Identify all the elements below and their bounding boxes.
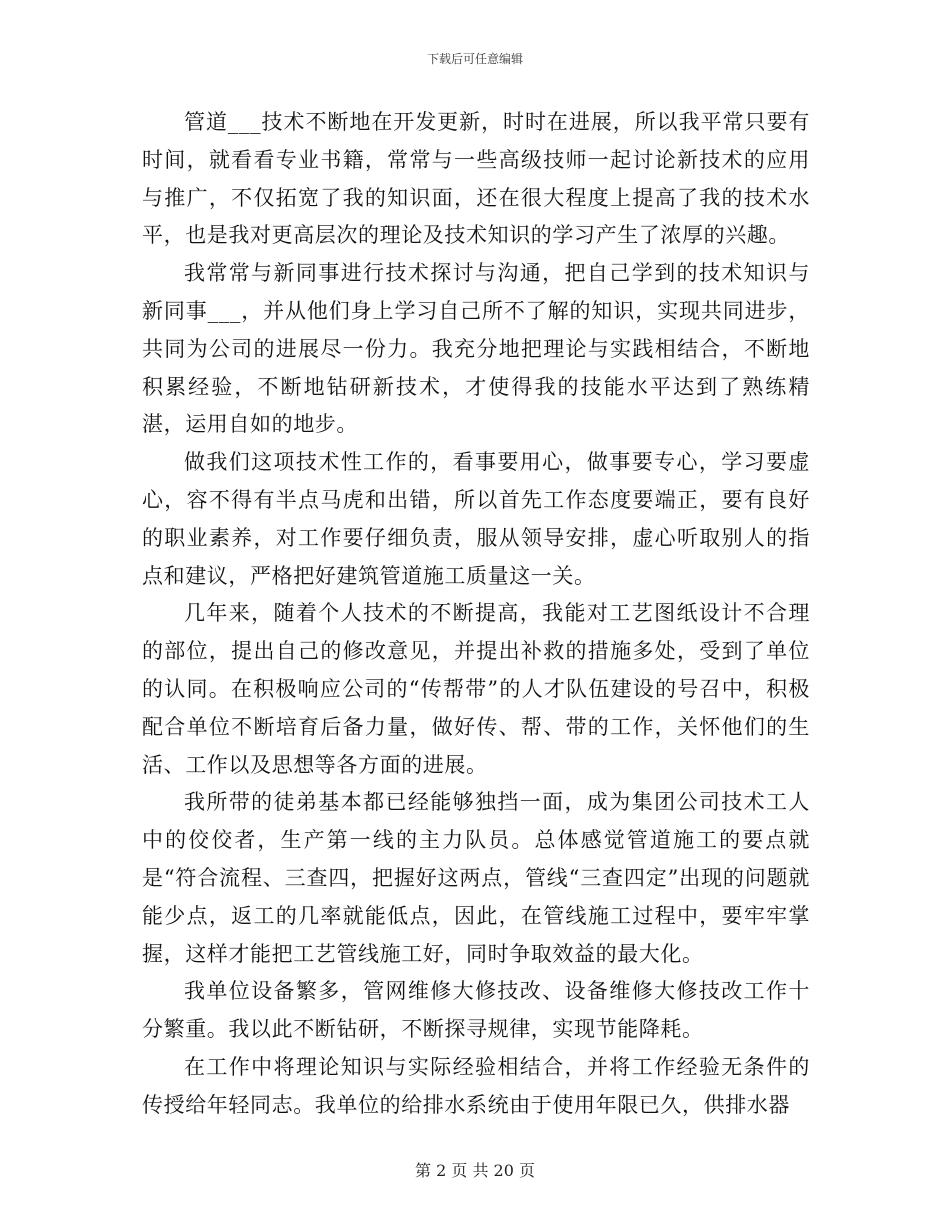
paragraph: 我常常与新同事进行技术探讨与沟通，把自己学到的技术知识与新同事___，并从他们身上学习自己所不了解的知识，实现共同进步，共同为公司的进展尽一份力。我充分地把理论与实践相结合，不断地积累经验，不断地钻研新技术，才使得我的技能水平达到了熟练精湛，运用自如的地步。 xyxy=(142,261,810,437)
paragraph: 做我们这项技术性工作的，看事要用心，做事要专心，学习要虚心，容不得有半点马虎和出错，所以首先工作态度要端正，要有良好的职业素养，对工作要仔细负责，服从领导安排，虚心听取别人的指点和建议，严格把好建筑管道施工质量这一关。 xyxy=(142,450,810,588)
page-header: 下载后可任意编辑 xyxy=(426,52,523,66)
page-footer: 第 2 页 共 20 页 xyxy=(415,1161,535,1180)
paragraph: 我单位设备繁多，管网维修大修技改、设备维修大修技改工作十分繁重。我以此不断钻研，不断探寻规律，实现节能降耗。 xyxy=(142,979,810,1042)
paragraph: 管道___技术不断地在开发更新，时时在进展，所以我平常只要有时间，就看看专业书籍，常常与一些高级技师一起讨论新技术的应用与推广，不仅拓宽了我的知识面，还在很大程度上提高了我的技术水平，也是我对更高层次的理论及技术知识的学习产生了浓厚的兴趣。 xyxy=(142,110,810,248)
paragraph: 几年来，随着个人技术的不断提高，我能对工艺图纸设计不合理的部位，提出自己的修改意见，并提出补救的措施多处，受到了单位的认同。在积极响应公司的“传帮带”的人才队伍建设的号召中，积极配合单位不断培育后备力量，做好传、帮、带的工作，关怀他们的生活、工作以及思想等各方面的进展。 xyxy=(142,601,810,777)
document-body xyxy=(142,104,810,1125)
paragraph: 在工作中将理论知识与实际经验相结合，并将工作经验无条件的传授给年轻同志。我单位的给排水系统由于使用年限已久，供排水器 xyxy=(142,1054,810,1117)
paragraph: 我所带的徒弟基本都已经能够独挡一面，成为集团公司技术工人中的佼佼者，生产第一线的主力队员。总体感觉管道施工的要点就是“符合流程、三查四，把握好这两点，管线“三查四定”出现的问题就能少点，返工的几率就能低点，因此，在管线施工过程中，要牢牢掌握，这样才能把工艺管线施工好，同时争取效益的最大化。 xyxy=(142,790,810,966)
